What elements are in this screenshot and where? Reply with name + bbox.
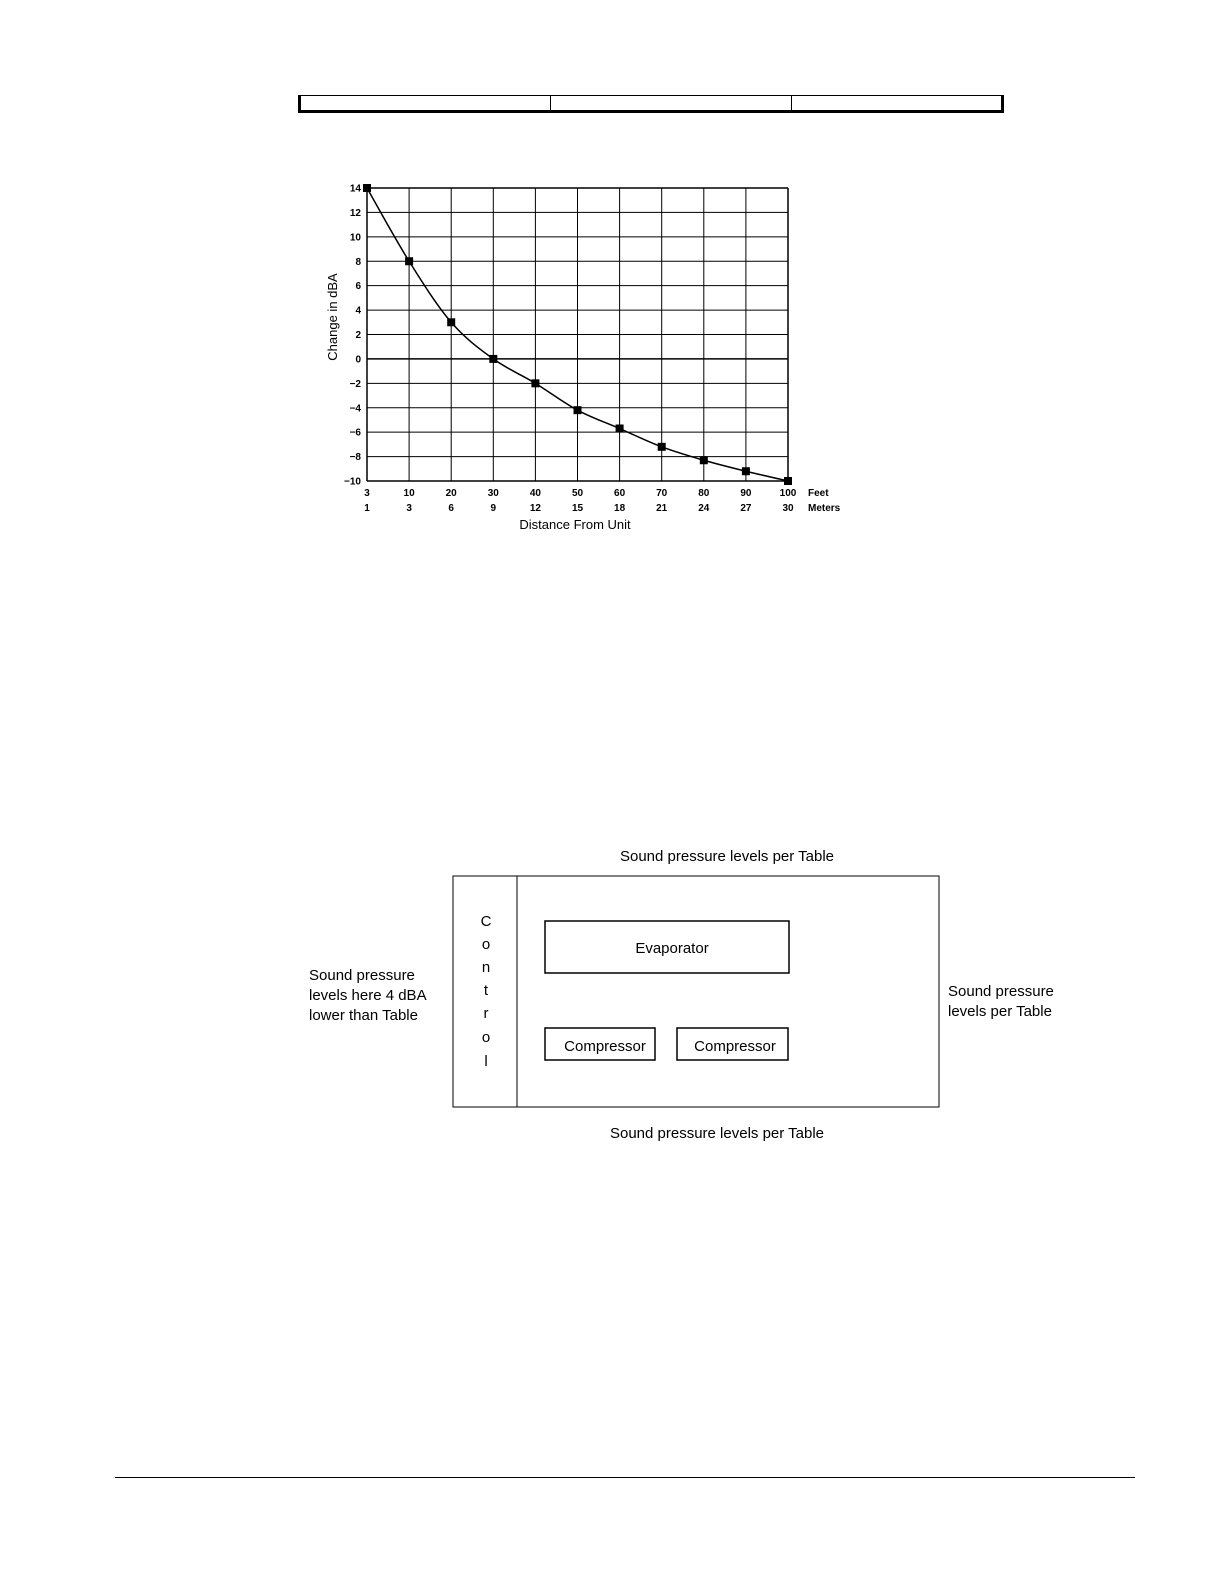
x-tick-label-feet: 70 — [656, 488, 668, 499]
x-tick-label-feet: 30 — [487, 488, 499, 499]
control-letter: o — [481, 936, 491, 953]
data-point — [574, 406, 582, 414]
x-tick-label-feet: 100 — [779, 488, 797, 499]
x-unit-feet: Feet — [808, 488, 829, 499]
attenuation-chart — [315, 175, 875, 540]
data-point — [616, 425, 624, 433]
x-tick-label-meters: 21 — [656, 503, 668, 514]
compressor-right-label: Compressor — [694, 1038, 776, 1055]
x-tick-label-meters: 15 — [571, 503, 584, 514]
control-panel-label — [481, 913, 492, 1070]
x-tick-label-feet: 90 — [740, 488, 752, 499]
left-side-label-line: Sound pressure — [309, 967, 415, 984]
x-tick-label-feet: 10 — [403, 488, 415, 499]
y-tick-label: 10 — [349, 232, 361, 244]
bottom-side-label: Sound pressure levels per Table — [609, 1125, 825, 1142]
y-tick-label: 14 — [349, 183, 361, 195]
control-letter: t — [483, 982, 489, 999]
x-tick-label-feet: 3 — [364, 488, 370, 499]
unit-outline — [453, 876, 939, 1107]
right-side-label-line: levels per Table — [948, 1003, 1052, 1020]
data-point — [405, 257, 413, 265]
top-table — [298, 95, 1004, 113]
x-tick-label-feet: 40 — [529, 488, 541, 499]
control-letter: r — [483, 1005, 489, 1022]
data-point — [447, 318, 455, 326]
y-tick-label: 6 — [355, 281, 361, 293]
x-tick-labels — [364, 488, 797, 514]
x-tick-label-meters: 30 — [782, 503, 794, 514]
evaporator-label: Evaporator — [635, 940, 709, 957]
x-tick-label-feet: 80 — [698, 488, 710, 499]
x-tick-label-feet: 20 — [445, 488, 457, 499]
x-tick-label-meters: 9 — [490, 503, 497, 514]
x-tick-label-meters: 3 — [406, 503, 412, 514]
control-letter: C — [480, 913, 492, 930]
data-point — [531, 379, 539, 387]
data-point — [363, 184, 371, 192]
control-letter: l — [484, 1053, 488, 1070]
footer-rule — [115, 1477, 1135, 1478]
y-tick-label: −8 — [349, 452, 361, 464]
y-tick-label: −10 — [344, 476, 361, 488]
y-axis-label: Change in dBA — [325, 273, 340, 361]
y-tick-label: 4 — [355, 305, 361, 317]
top-table-cell-3 — [792, 96, 1001, 110]
y-tick-label: −4 — [349, 403, 361, 415]
y-tick-label: 8 — [355, 256, 361, 268]
unit-layout-diagram — [295, 840, 1075, 1150]
data-point — [742, 467, 750, 475]
x-tick-label-meters: 18 — [614, 503, 626, 514]
control-letter: o — [481, 1029, 491, 1046]
control-letter: n — [481, 959, 491, 976]
data-point — [784, 477, 792, 485]
y-tick-label: −2 — [349, 378, 361, 390]
x-tick-label-feet: 50 — [571, 488, 584, 499]
x-tick-label-meters: 6 — [448, 503, 454, 514]
compressor-left-label: Compressor — [564, 1038, 646, 1055]
top-table-cell-1 — [301, 96, 551, 110]
x-tick-label-meters: 27 — [740, 503, 752, 514]
left-side-label-line: levels here 4 dBA — [309, 987, 427, 1004]
y-tick-label: 0 — [355, 354, 361, 366]
top-side-label: Sound pressure levels per Table — [619, 848, 835, 865]
x-tick-label-meters: 12 — [529, 503, 541, 514]
chart-grid — [367, 188, 788, 481]
y-tick-label: 2 — [355, 330, 361, 341]
left-side-label-line: lower than Table — [309, 1007, 418, 1024]
y-tick-labels — [344, 184, 361, 488]
x-tick-label-meters: 1 — [364, 503, 370, 514]
top-table-cell-2 — [551, 96, 792, 110]
x-tick-label-feet: 60 — [614, 488, 626, 499]
data-point — [489, 355, 497, 363]
data-point — [658, 443, 666, 451]
x-unit-meters: Meters — [808, 503, 841, 514]
x-axis-label: Distance From Unit — [519, 517, 631, 532]
y-tick-label: 12 — [349, 207, 361, 219]
data-point — [700, 456, 708, 464]
y-tick-label: −6 — [349, 427, 361, 439]
x-tick-label-meters: 24 — [698, 503, 710, 514]
right-side-label-line: Sound pressure — [948, 983, 1054, 1000]
